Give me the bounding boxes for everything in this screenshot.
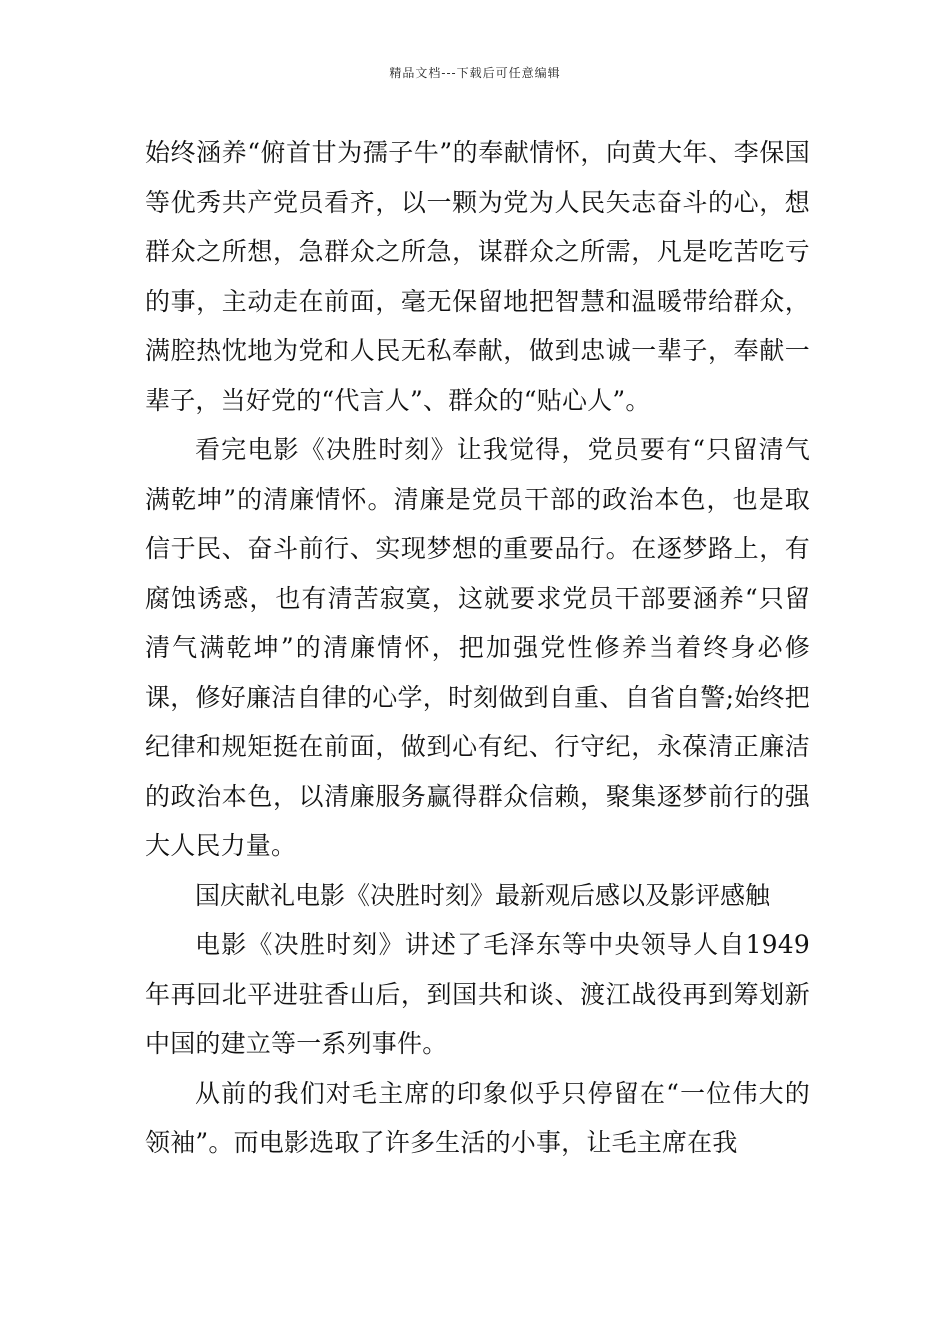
document-body <box>145 128 810 1168</box>
paragraph-impression: 从前的我们对毛主席的印象似乎只停留在“一位伟大的领袖”。而电影选取了许多生活的小事，让毛主席在我 <box>145 1078 810 1157</box>
paragraph-film-summary: 电影《决胜时刻》讲述了毛泽东等中央领导人自1949年再回北平进驻香山后，到国共和谈、渡江战役再到筹划新中国的建立等一系列事件。 <box>145 930 810 1058</box>
section-heading: 国庆献礼电影《决胜时刻》最新观后感以及影评感触 <box>195 880 771 910</box>
page-header: 精品文档---下载后可任意编辑 <box>389 66 561 80</box>
paragraph-integrity: 看完电影《决胜时刻》让我觉得，党员要有“只留清气满乾坤”的清廉情怀。清廉是党员干部的政治本色，也是取信于民、奋斗前行、实现梦想的重要品行。在逐梦路上，有腐蚀诱惑，也有清苦寂寞，这就要求党员干部要涵养“只留清气满乾坤”的清廉情怀，把加强党性修养当着终身必修课，修好廉洁自律的心学，时刻做到自重、自省自警;始终把纪律和规矩挺在前面，做到心有纪、行守纪，永葆清正廉洁的政治本色，以清廉服务赢得群众信赖，聚集逐梦前行的强大人民力量。 <box>145 435 810 860</box>
paragraph-dedication: 始终涵养“俯首甘为孺子牛”的奉献情怀，向黄大年、李保国等优秀共产党员看齐，以一颗为党为人民矢志奋斗的心，想群众之所想，急群众之所急，谋群众之所需，凡是吃苦吃亏的事，主动走在前面，毫无保留地把智慧和温暖带给群众，满腔热忱地为党和人民无私奉献，做到忠诚一辈子，奉献一辈子，当好党的“代言人”、群众的“贴心人”。 <box>145 138 810 415</box>
